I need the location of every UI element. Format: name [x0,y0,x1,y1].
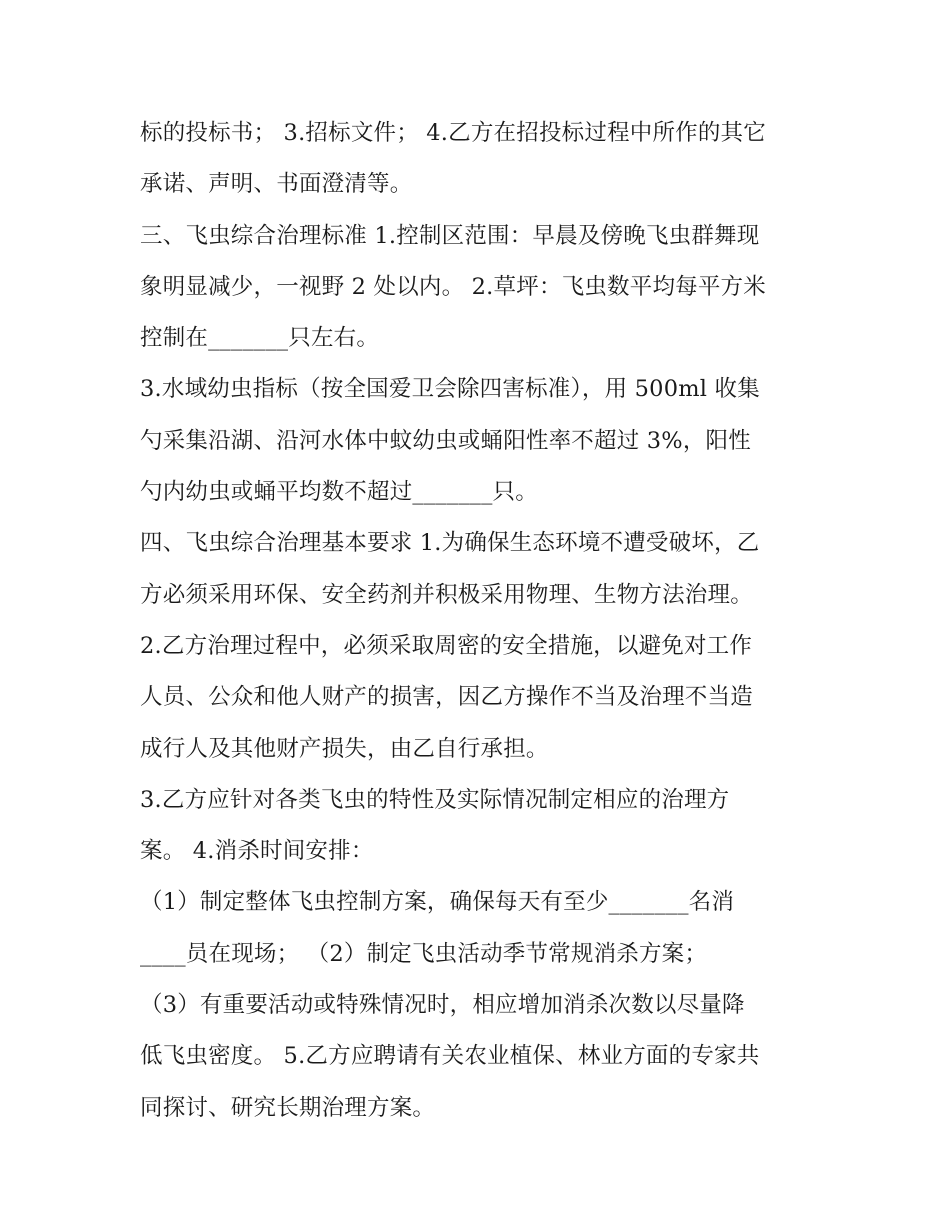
text-line: 同探讨、研究长期治理方案。 [140,1094,436,1121]
text-line: 象明显减少，一视野 2 处以内。 2.草坪：飞虫数平均每平方米 [140,273,766,300]
text-line: 3.水域幼虫指标（按全国爱卫会除四害标准），用 500ml 收集 [140,376,760,403]
text-line: ____员在现场； （2）制定飞虫活动季节常规消杀方案； [140,940,708,967]
text-line: 案。 4.消杀时间安排： [140,838,374,865]
text-line: 控制在_______只左右。 [140,325,380,352]
text-line: 四、飞虫综合治理基本要求 1.为确保生态环境不遭受破坏，乙 [140,530,760,557]
text-line: （3）有重要活动或特殊情况时，相应增加消杀次数以尽量降 [140,992,745,1019]
text-line: 勺采集沿湖、沿河水体中蚊幼虫或蛹阳性率不超过 3%，阳性 [140,427,751,454]
text-line: 人员、公众和他人财产的损害，因乙方操作不当及治理不当造 [140,684,753,711]
text-line: 3.乙方应针对各类飞虫的特性及实际情况制定相应的治理方 [140,786,730,813]
text-line: 成行人及其他财产损失，由乙自行承担。 [140,735,549,762]
text-line: 标的投标书； 3.招标文件； 4.乙方在招投标过程中所作的其它 [140,120,766,146]
text-line: 勺内幼虫或蛹平均数不超过_______只。 [140,479,538,506]
text-line: 2.乙方治理过程中，必须采取周密的安全措施，以避免对工作 [140,632,753,659]
text-line: （1）制定整体飞虫控制方案，确保每天有至少_______名消 [140,889,735,916]
document-body [140,108,830,1134]
text-line: 三、飞虫综合治理标准 1.控制区范围：早晨及傍晚飞虫群舞现 [140,222,760,249]
text-line: 承诺、声明、书面澄清等。 [140,171,413,198]
text-line: 低飞虫密度。 5.乙方应聘请有关农业植保、林业方面的专家共 [140,1043,760,1070]
text-line: 方必须采用环保、安全药剂并积极采用物理、生物方法治理。 [140,581,753,608]
